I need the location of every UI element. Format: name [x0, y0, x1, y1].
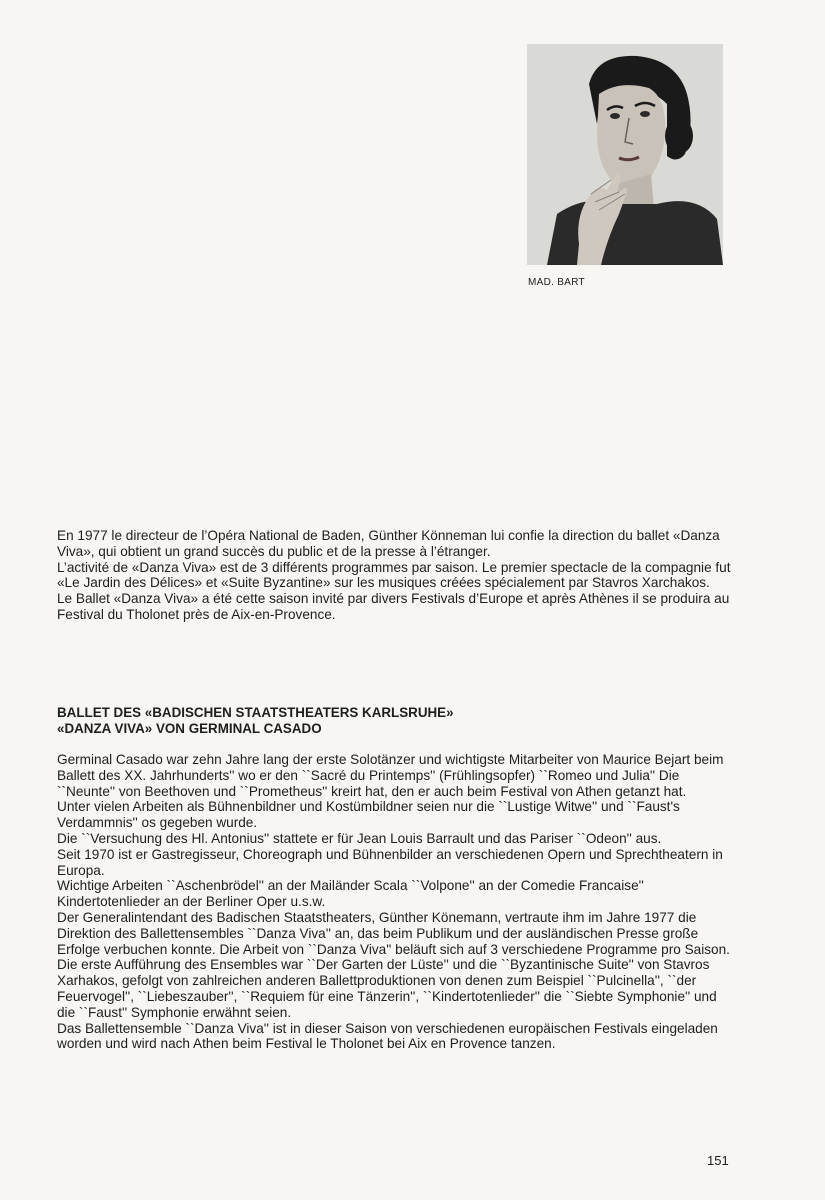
french-paragraph: L’activité de «Danza Viva» est de 3 différents programmes par saison. Le premier spectacle de la compagnie fut «Le Jardin des Délices» et «Suite Byzantine» sur les musiques créées spécialement par Stavros Xarchakos.: [57, 559, 731, 591]
section-heading: [57, 705, 737, 737]
heading-line-1: BALLET DES «BADISCHEN STAATSTHEATERS KARLSRUHE»: [57, 705, 454, 720]
german-paragraph: Der Generalintendant des Badischen Staatstheaters, Günther Könemann, vertraute ihm im Jahre 1977 die Direktion des Ballettensembles ``Danza Viva'' an, das beim Publikum und der ausländischen Presse große Erfolge verbuchen konnte. Die Arbeit von ``Danza Viva'' beläuft sich auf 3 verschiedene Programme pro Saison.: [57, 909, 730, 957]
german-paragraph: Die ``Versuchung des Hl. Antonius'' stattete er für Jean Louis Barrault und das Pariser ``Odeon'' aus.: [57, 830, 662, 846]
german-paragraph: Die erste Aufführung des Ensembles war ``Der Garten der Lüste'' und die ``Byzantinische Suite'' von Stavros Xarhakos, gefolgt von zahlreichen anderen Ballettproduktionen von denen zum Beispiel ``Pulcinella'', ``der Feuervogel'', ``Liebeszauber'', ``Requiem für eine Tänzerin'', ``Kindertotenlieder'' die ``Siebte Symphonie'' und die ``Faust'' Symphonie erwähnt seien.: [57, 957, 717, 1020]
german-paragraph: Unter vielen Arbeiten als Bühnenbildner und Kostümbildner seien nur die ``Lustige Witwe'' und ``Faust's Verdammnis'' os gegeben wurde.: [57, 799, 680, 831]
french-section: [57, 528, 737, 623]
french-paragraph: Le Ballet «Danza Viva» a été cette saison invité par divers Festivals d’Europe et après Athènes il se produira au Festival du Tholonet près de Aix-en-Provence.: [57, 591, 730, 622]
page-number: 151: [707, 1153, 729, 1168]
portrait-photo: [527, 44, 723, 265]
german-section: [57, 752, 737, 1052]
heading-line-2: «DANZA VIVA» VON GERMINAL CASADO: [57, 721, 322, 736]
german-paragraph: Wichtige Arbeiten ``Aschenbrödel'' an der Mailänder Scala ``Volpone'' an der Comedie Francaise'' Kindertotenlieder an der Berliner Oper u.s.w.: [57, 878, 644, 910]
portrait-illustration: [527, 44, 723, 265]
german-paragraph: Das Ballettensemble ``Danza Viva'' ist in dieser Saison von verschiedenen europäischen Festivals eingeladen worden und wird nach Athen beim Festival le Tholonet bei Aix en Provence tanzen.: [57, 1020, 718, 1052]
french-paragraph: En 1977 le directeur de l’Opéra National de Baden, Günther Könneman lui confie la direction du ballet «Danza Viva», qui obtient un grand succès du public et de la presse à l’étranger.: [57, 528, 720, 559]
photo-caption: MAD. BART: [528, 277, 585, 288]
german-paragraph: Seit 1970 ist er Gastregisseur, Choreograph und Bühnenbilder an verschiedenen Opern und Sprechtheatern in Europa.: [57, 846, 723, 878]
german-paragraph: Germinal Casado war zehn Jahre lang der erste Solotänzer und wichtigste Mitarbeiter von Maurice Bejart beim Ballett des XX. Jahrhunderts'' wo er den ``Sacré du Printemps'' (Frühlingsopfer) ``Romeo und Julia'' Die ``Neunte'' von Beethoven und ``Prometheus'' kreirt hat, den er auch beim Festival von Athen getanzt hat.: [57, 752, 724, 799]
